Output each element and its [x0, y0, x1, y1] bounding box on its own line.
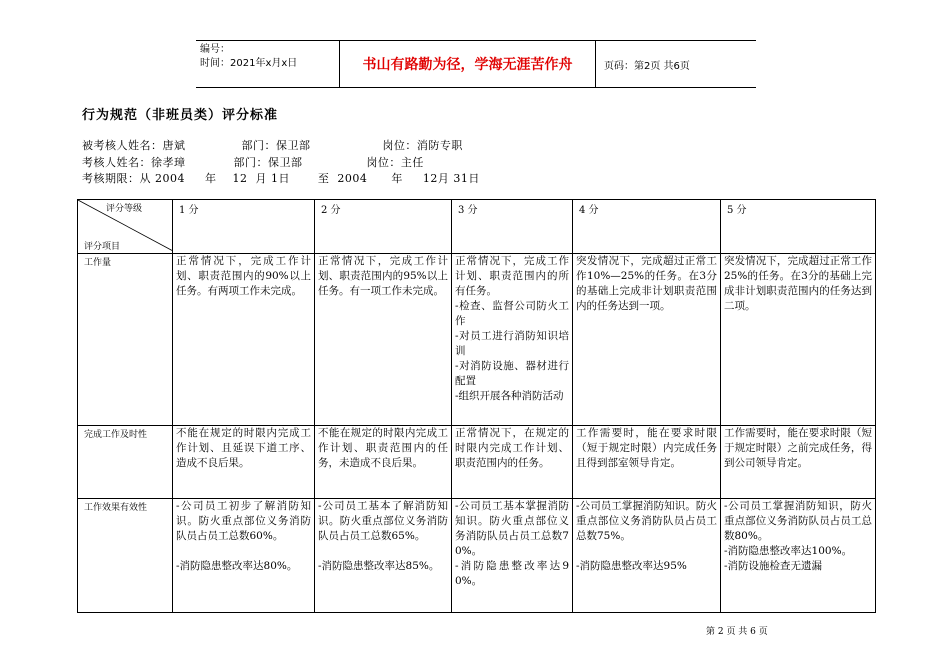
table-row-timeliness: [78, 426, 876, 499]
score-cell-level-4: [573, 254, 721, 426]
table-corner-cell: [78, 200, 173, 254]
score-cell-level-2: [315, 254, 452, 426]
cell-text-line: 不能在规定的时限内完成工作计划、且延误下道工序、造成不良后果。: [176, 427, 311, 469]
score-cell-level-2: [315, 426, 452, 499]
table-header-row: [78, 200, 876, 254]
row-label: 完成工作及时性: [78, 426, 173, 499]
cell-text-line: 正常情况下，完成工作计划、职责范围内的90%以上任务。有两项工作未完成。: [176, 255, 311, 297]
cell-text-line: 工作需要时，能在要求时限（短于规定时限）内完成任务且得到部室领导肯定。: [576, 427, 717, 469]
cell-text-line: 不能在规定的时限内完成工作计划、职责范围内的任务，未造成不良后果。: [318, 427, 448, 469]
score-cell-level-3: [452, 254, 573, 426]
cell-text-line: -公司员工基本掌握消防知识。防火重点部位义务消防队员占员工总数70%。: [455, 500, 569, 557]
cell-text-line: [576, 544, 717, 559]
cell-text-line: -检查、监督公司防火工作: [455, 300, 569, 327]
cell-text-line: [318, 544, 448, 559]
score-cell-level-1: [173, 254, 315, 426]
cell-text-line: -消防隐患整改率达90%。: [455, 560, 569, 587]
level-header-1: 1 分: [173, 200, 315, 254]
header-motto: 书山有路勤为径，学海无涯苦作舟: [362, 57, 573, 73]
header-number-label: 编号：: [200, 44, 230, 55]
table-row-workload: [78, 254, 876, 426]
score-cell-level-4: [573, 426, 721, 499]
cell-text-line: -消防隐患整改率达100%。: [724, 545, 853, 557]
cell-text-line: -组织开展各种消防活动: [455, 390, 564, 402]
level-header-4: 4 分: [573, 200, 721, 254]
cell-text-line: [176, 544, 311, 559]
level-header-5: 5 分: [721, 200, 876, 254]
row-label: 工作量: [78, 254, 173, 426]
cell-text-line: -对员工进行消防知识培训: [455, 330, 569, 357]
cell-text-line: -消防隐患整改率达95%: [576, 560, 687, 572]
info-line-period: 考核期限：从 2004 年 12 月 1日 至 2004 年 12月 31日: [82, 172, 480, 185]
score-cell-level-5: [721, 426, 876, 499]
header-time-label: 时间：2021年x月x日: [200, 58, 298, 69]
page-footer: 第 2 页 共 6 页: [706, 627, 768, 637]
score-cell-level-3: [452, 426, 573, 499]
cell-text-line: -消防隐患整改率达85%。: [318, 560, 440, 572]
cell-text-line: 突发情况下，完成超过正常工作10%—25%的任务。在3分的基础上完成非计划职责范围内的任务达到一项。: [576, 255, 717, 312]
cell-text-line: -公司员工初步了解消防知识。防火重点部位义务消防队员占员工总数60%。: [176, 500, 311, 542]
table-row-effectiveness: [78, 499, 876, 613]
scoring-table: [77, 199, 876, 613]
cell-text-line: -消防隐患整改率达80%。: [176, 560, 298, 572]
cell-text-line: -消防设施检查无遗漏: [724, 560, 823, 572]
corner-label-level: 评分等级: [105, 204, 142, 214]
info-line-assessor: 考核人姓名：徐孝璋 部门：保卫部 岗位：主任: [82, 156, 424, 169]
score-cell-level-1: [173, 499, 315, 613]
cell-text-line: 工作需要时，能在要求时限（短于规定时限）之前完成任务，得到公司领导肯定。: [724, 427, 872, 469]
level-header-3: 3 分: [452, 200, 573, 254]
cell-text-line: 正常情况下，在规定的时限内完成工作计划、职责范围内的任务。: [455, 427, 569, 469]
row-label: 工作效果有效性: [78, 499, 173, 613]
cell-text-line: -公司员工掌握消防知识，防火重点部位义务消防队员占员工总数80%。: [724, 500, 872, 542]
score-cell-level-5: [721, 499, 876, 613]
document-title: 行为规范（非班员类）评分标准: [82, 108, 279, 123]
corner-label-item: 评分项目: [84, 242, 121, 252]
cell-text-line: 正常情况下，完成工作计划、职责范围内的95%以上任务。有一项工作未完成。: [318, 255, 448, 297]
score-cell-level-1: [173, 426, 315, 499]
score-cell-level-5: [721, 254, 876, 426]
cell-text-line: 正常情况下，完成工作计划、职责范围内的所有任务。: [455, 255, 569, 297]
cell-text-line: 突发情况下，完成超过正常工作25%的任务。在3分的基础上完成非计划职责范围内的任务达到二项。: [724, 255, 872, 312]
info-line-assessee: 被考核人姓名：唐斌 部门：保卫部 岗位：消防专职: [82, 139, 463, 152]
cell-text-line: -公司员工基本了解消防知识。防火重点部位义务消防队员占员工总数65%。: [318, 500, 448, 542]
page-header: [196, 40, 756, 88]
level-header-2: 2 分: [315, 200, 452, 254]
score-cell-level-2: [315, 499, 452, 613]
header-page-cell: [596, 41, 756, 87]
header-motto-cell: [340, 41, 596, 87]
score-cell-level-3: [452, 499, 573, 613]
header-meta: [196, 41, 340, 87]
score-cell-level-4: [573, 499, 721, 613]
cell-text-line: -对消防设施、器材进行配置: [455, 360, 569, 387]
header-page-label: 页码：第2页 共6页: [604, 60, 690, 72]
cell-text-line: -公司员工掌握消防知识。防火重点部位义务消防队员占员工总数75%。: [576, 500, 717, 542]
